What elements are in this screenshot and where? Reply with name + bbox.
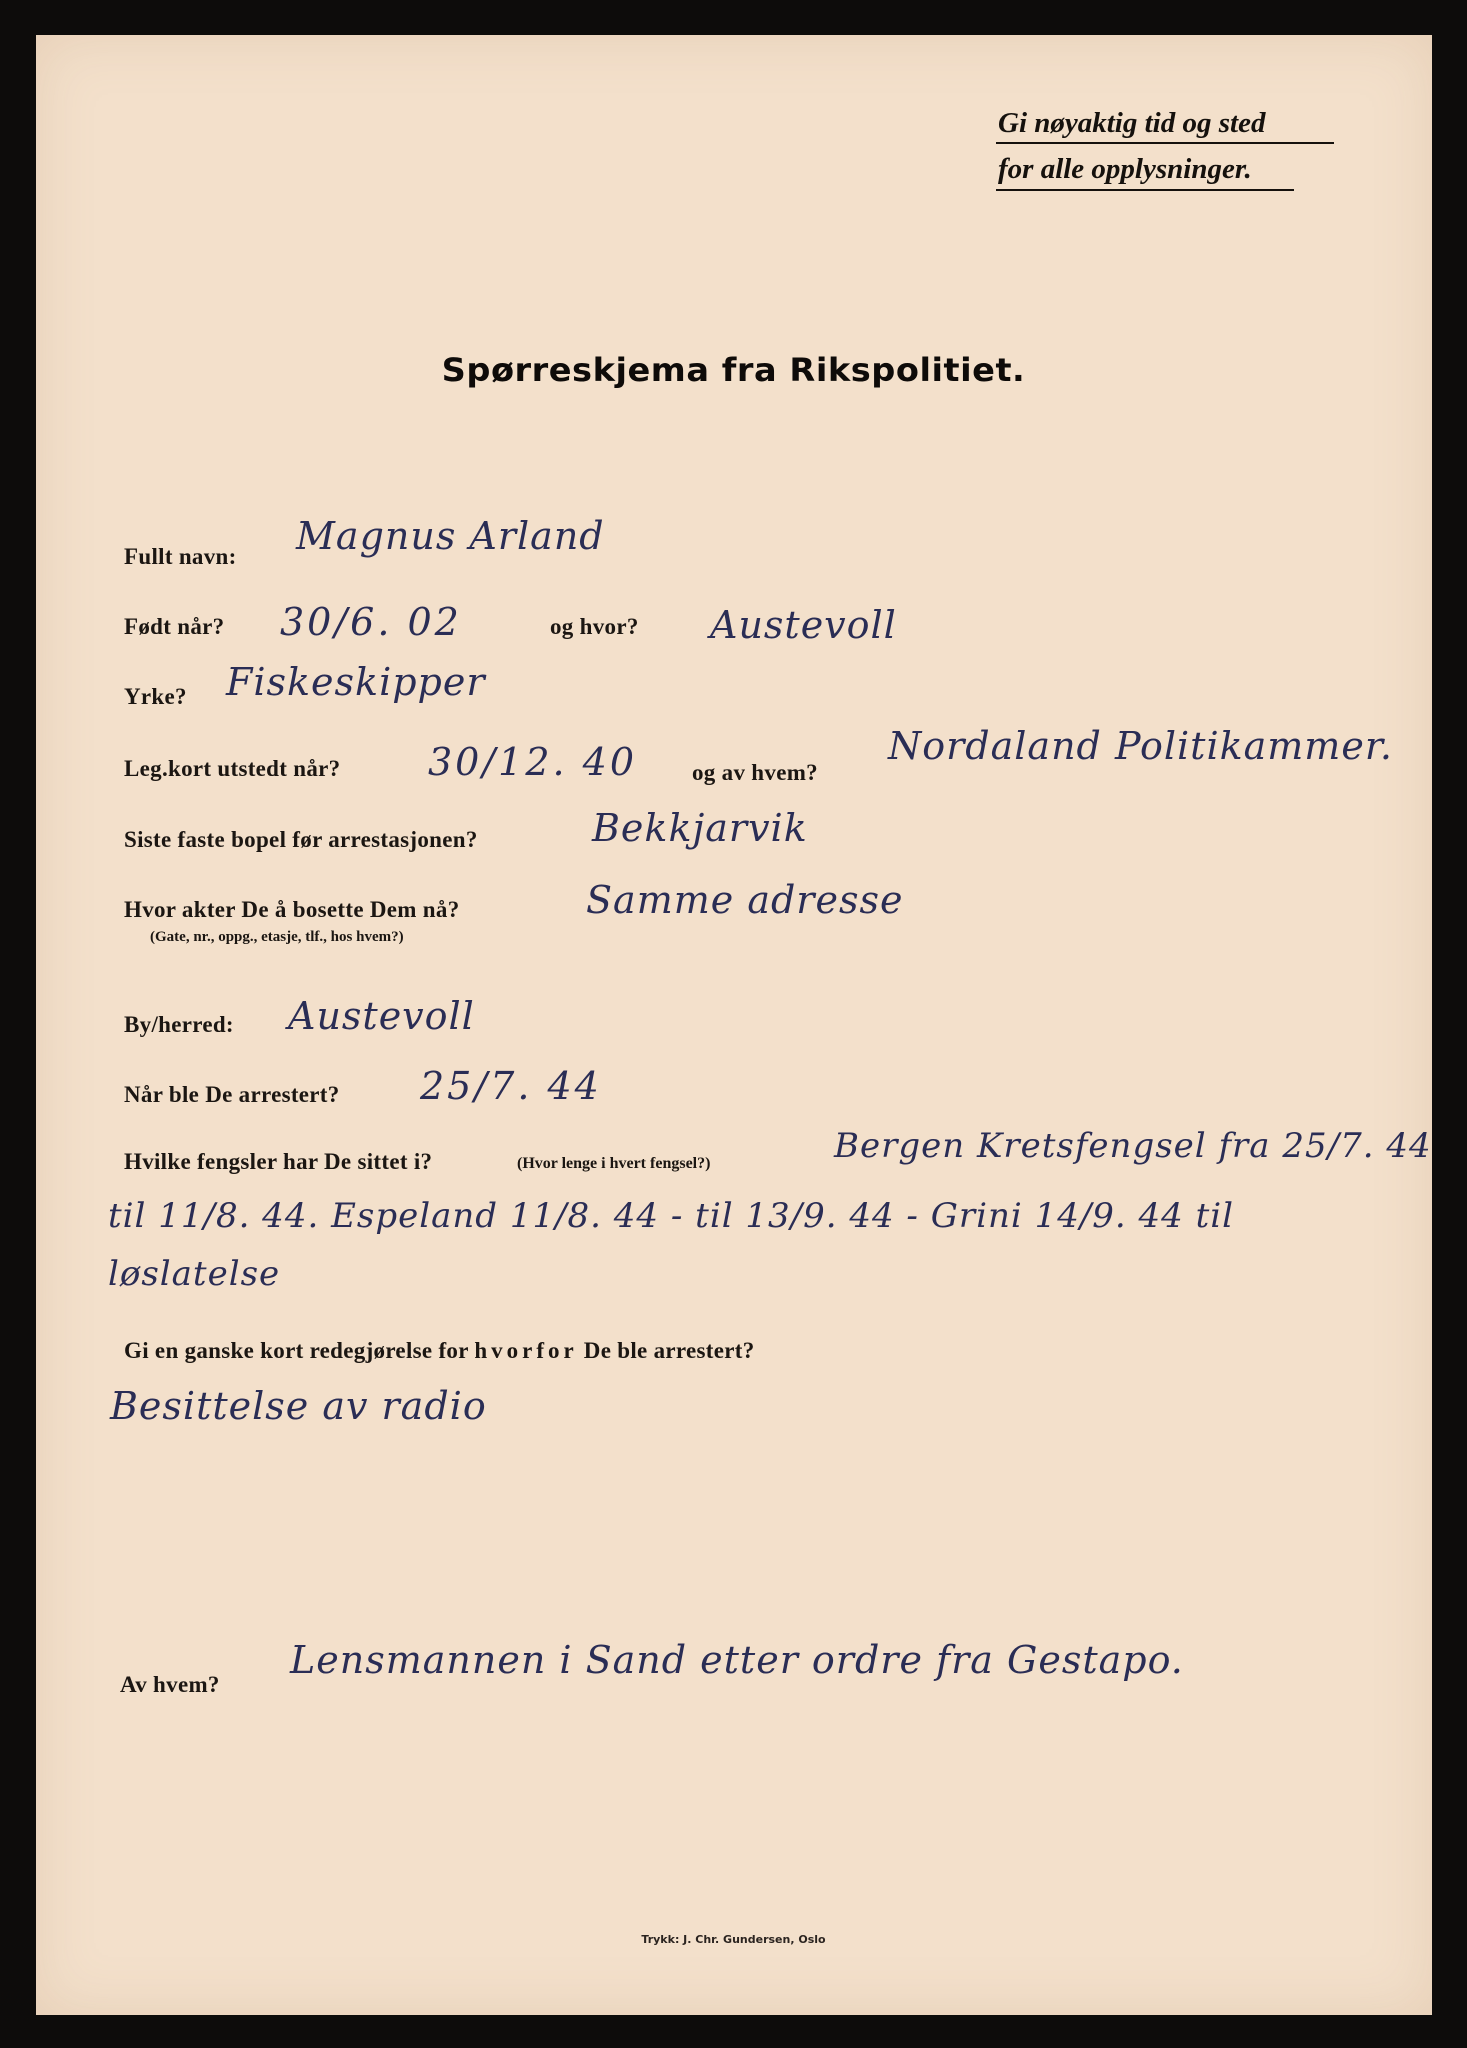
idcard-by-value: Nordaland Politikammer.: [888, 724, 1393, 768]
notice-line-1: Gi nøyaktig tid og sted: [996, 106, 1334, 144]
last-address-value: Bekkjarvik: [592, 806, 808, 850]
name-value: Magnus Arland: [296, 514, 605, 558]
reason-label-emphasis: hvorfor: [474, 1338, 578, 1363]
form-title: Spørreskjema fra Rikspolitiet.: [441, 351, 1026, 389]
idcard-when-label: Leg.kort utstedt når?: [124, 756, 341, 781]
show-through-text: [640, 155, 645, 175]
new-address-label: Hvor akter De å bosette Dem nå?: [124, 897, 460, 922]
form-sheet: [36, 35, 1432, 2015]
reason-label-part-2: De ble arrestert?: [583, 1338, 755, 1363]
last-address-label: Siste faste bopel før arrestasjonen?: [124, 827, 478, 852]
prisons-value-line-3: løslatelse: [108, 1254, 281, 1294]
new-address-value: Samme adresse: [586, 878, 904, 922]
name-label: Fullt navn:: [124, 544, 237, 569]
municipality-value: Austevoll: [288, 994, 475, 1038]
reason-label-part-1: Gi en ganske kort redegjørelse for: [124, 1338, 469, 1363]
prisons-value-line-1: Bergen Kretsfengsel fra 25/7. 44: [834, 1126, 1432, 1166]
occupation-label: Yrke?: [124, 684, 187, 709]
printer-imprint: Trykk: J. Chr. Gundersen, Oslo: [641, 1933, 826, 1946]
born-where-label: og hvor?: [550, 614, 639, 639]
reason-value: Besittelse av radio: [110, 1384, 487, 1428]
municipality-label: By/herred:: [124, 1012, 234, 1037]
born-when-value: 30/6. 02: [280, 600, 462, 644]
occupation-value: Fiskeskipper: [226, 660, 486, 704]
arrested-when-label: Når ble De arrestert?: [124, 1082, 340, 1107]
notice-line-2: for alle opplysninger.: [996, 152, 1294, 190]
new-address-hint: (Gate, nr., oppg., etasje, tlf., hos hvem?): [150, 929, 404, 945]
by-whom-label: Av hvem?: [120, 1672, 220, 1697]
prisons-hint: (Hvor lenge i hvert fengsel?): [517, 1155, 711, 1172]
instruction-notice: [996, 106, 1334, 199]
arrested-when-value: 25/7. 44: [420, 1064, 602, 1108]
by-whom-value: Lensmannen i Sand etter ordre fra Gestapo.: [290, 1638, 1184, 1682]
idcard-by-label: og av hvem?: [692, 760, 818, 785]
idcard-when-value: 30/12. 40: [428, 740, 638, 784]
prisons-value-line-2: til 11/8. 44. Espeland 11/8. 44 - til 13/9. 44 - Grini 14/9. 44 til: [108, 1196, 1235, 1236]
reason-label: [124, 1338, 755, 1364]
born-where-value: Austevoll: [710, 603, 897, 647]
born-when-label: Født når?: [124, 614, 225, 639]
prisons-label: Hvilke fengsler har De sittet i?: [124, 1149, 433, 1174]
